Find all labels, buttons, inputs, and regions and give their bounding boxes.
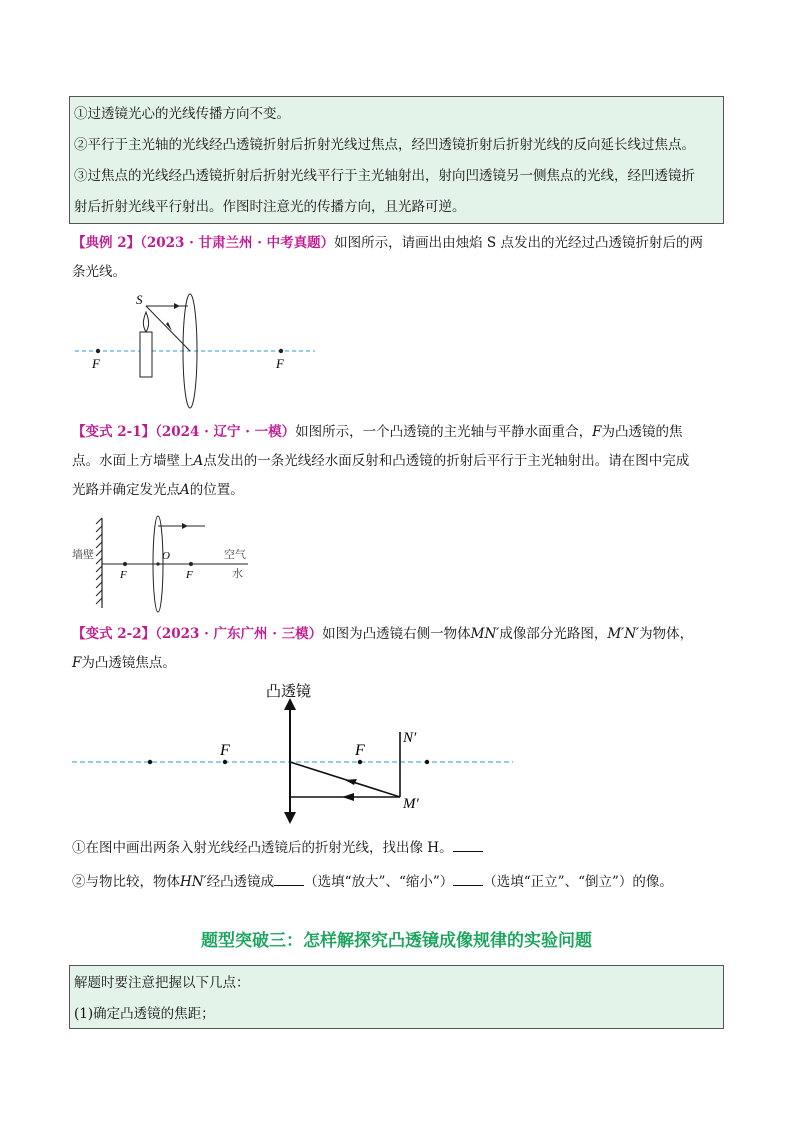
variant22-text1a: 如图为凸透镜右侧一物体 bbox=[322, 626, 471, 642]
arrow-icon bbox=[174, 303, 180, 309]
point-2f-right bbox=[425, 760, 429, 764]
label-f-right: F bbox=[355, 742, 365, 759]
example2-text2: 条光线。 bbox=[72, 264, 126, 280]
label-f-right: F bbox=[186, 569, 193, 581]
section3-line-1: 解题时要注意把握以下几点： bbox=[74, 975, 250, 991]
variant22-q2c: （选填“放大”、“缩小”） bbox=[304, 874, 454, 890]
variant21-text2a: 点。水面上方墙壁上 bbox=[72, 453, 194, 469]
variant21-text1a: 如图所示，一个凸透镜的主光轴与平静水面重合， bbox=[295, 424, 593, 440]
label-water: 水 bbox=[232, 567, 243, 580]
rule-line-1: ①过透镜光心的光线传播方向不变。 bbox=[74, 106, 290, 122]
candle bbox=[140, 332, 152, 377]
variant21-text3b: 的位置。 bbox=[189, 482, 244, 498]
variant21-f: F bbox=[592, 424, 602, 440]
variant21-text3a: 光路并确定发光点 bbox=[72, 482, 180, 498]
example2-tag: 【典例 2】（2023 · 甘肃兰州 · 中考真题） bbox=[72, 235, 335, 251]
variant21-text1b: 为凸透镜的焦 bbox=[601, 424, 683, 440]
label-n-prime: N′ bbox=[403, 730, 417, 746]
variant21-a2: A bbox=[180, 482, 190, 498]
arrow-icon bbox=[342, 793, 354, 801]
section3-box bbox=[69, 965, 724, 1029]
rule-line-3: ③过焦点的光线经凸透镜折射后折射光线平行于主光轴射出，射向凹透镜另一侧焦点的光线，经凹透镜折 bbox=[74, 168, 695, 184]
variant22-q2d: （选填“正立”、“倒立”）的像。 bbox=[483, 874, 673, 890]
focal-point-right bbox=[189, 562, 193, 566]
variant22-text bbox=[72, 620, 722, 678]
variant21-text bbox=[72, 418, 722, 505]
focal-point-left bbox=[123, 562, 127, 566]
label-f-right: F bbox=[276, 356, 284, 371]
variant22-q2b: 经凸透镜成 bbox=[206, 874, 275, 890]
focal-point-left bbox=[96, 349, 100, 353]
variant22-hn: HN′ bbox=[180, 874, 207, 890]
focal-point-right bbox=[279, 349, 283, 353]
variant22-questions bbox=[72, 831, 722, 899]
section3-heading: 题型突破三：怎样解探究凸透镜成像规律的实验问题 bbox=[201, 931, 592, 951]
variant22-text2b: 为凸透镜焦点。 bbox=[81, 655, 176, 671]
label-f-left: F bbox=[92, 356, 100, 371]
rule-line-2: ②平行于主光轴的光线经凸透镜折射后折射光线过焦点，经凹透镜折射后折射光线的反向延长线过焦点。 bbox=[74, 137, 695, 153]
arrow-down-icon bbox=[284, 812, 296, 824]
label-wall: 墙壁 bbox=[72, 548, 94, 561]
variant22-mn: MN′ bbox=[470, 626, 500, 642]
variant22-text1b: 成像部分光路图， bbox=[499, 626, 608, 642]
answer-blank-2[interactable] bbox=[274, 871, 304, 886]
arrow-icon bbox=[182, 523, 188, 529]
wall-lens-figure bbox=[70, 510, 260, 616]
variant22-f: F bbox=[72, 655, 82, 671]
arrow-icon bbox=[345, 779, 357, 785]
example2-text1: 如图所示，请画出由烛焰 S 点发出的光经过凸透镜折射后的两 bbox=[334, 235, 703, 251]
variant22-mn2: M′N′ bbox=[607, 626, 640, 642]
label-o: O bbox=[162, 550, 170, 562]
focal-point-left bbox=[223, 760, 227, 764]
optical-center bbox=[156, 562, 159, 565]
variant22-tag: 【变式 2-2】（2023 · 广东广州 · 三模） bbox=[72, 626, 323, 642]
answer-blank-3[interactable] bbox=[453, 871, 483, 886]
label-lens: 凸透镜 bbox=[266, 682, 312, 700]
object-image-figure bbox=[70, 680, 520, 830]
focal-point-right bbox=[358, 760, 362, 764]
candle-lens-figure bbox=[70, 290, 330, 410]
variant22-text1c: 为物体， bbox=[639, 626, 694, 642]
label-s: S bbox=[136, 292, 143, 307]
ray-to-center bbox=[290, 762, 400, 797]
variant21-a1: A bbox=[193, 453, 204, 469]
point-2f-left bbox=[148, 760, 152, 764]
example2-text bbox=[72, 229, 722, 287]
label-f-left: F bbox=[120, 569, 127, 581]
answer-blank-1[interactable] bbox=[453, 837, 483, 852]
wall-hatch bbox=[96, 518, 102, 604]
rule-line-4: 射后折射光线平行射出。作图时注意光的传播方向，且光路可逆。 bbox=[74, 199, 466, 215]
variant22-q2a: ②与物比较，物体 bbox=[72, 874, 180, 890]
flame-icon bbox=[143, 312, 148, 332]
label-f-left: F bbox=[220, 742, 230, 759]
variant22-q1: ①在图中画出两条入射光线经凸透镜后的折射光线，找出像 H。 bbox=[72, 840, 453, 856]
section3-line-2: (1)确定凸透镜的焦距； bbox=[74, 1006, 215, 1022]
variant21-tag: 【变式 2-1】（2024 · 辽宁 · 一模） bbox=[72, 424, 296, 440]
label-m-prime: M′ bbox=[403, 796, 419, 812]
variant21-text2b: 点发出的一条光线经水面反射和凸透镜的折射后平行于主光轴射出。请在图中完成 bbox=[203, 453, 690, 469]
rules-box bbox=[69, 96, 724, 224]
label-air: 空气 bbox=[224, 548, 246, 561]
